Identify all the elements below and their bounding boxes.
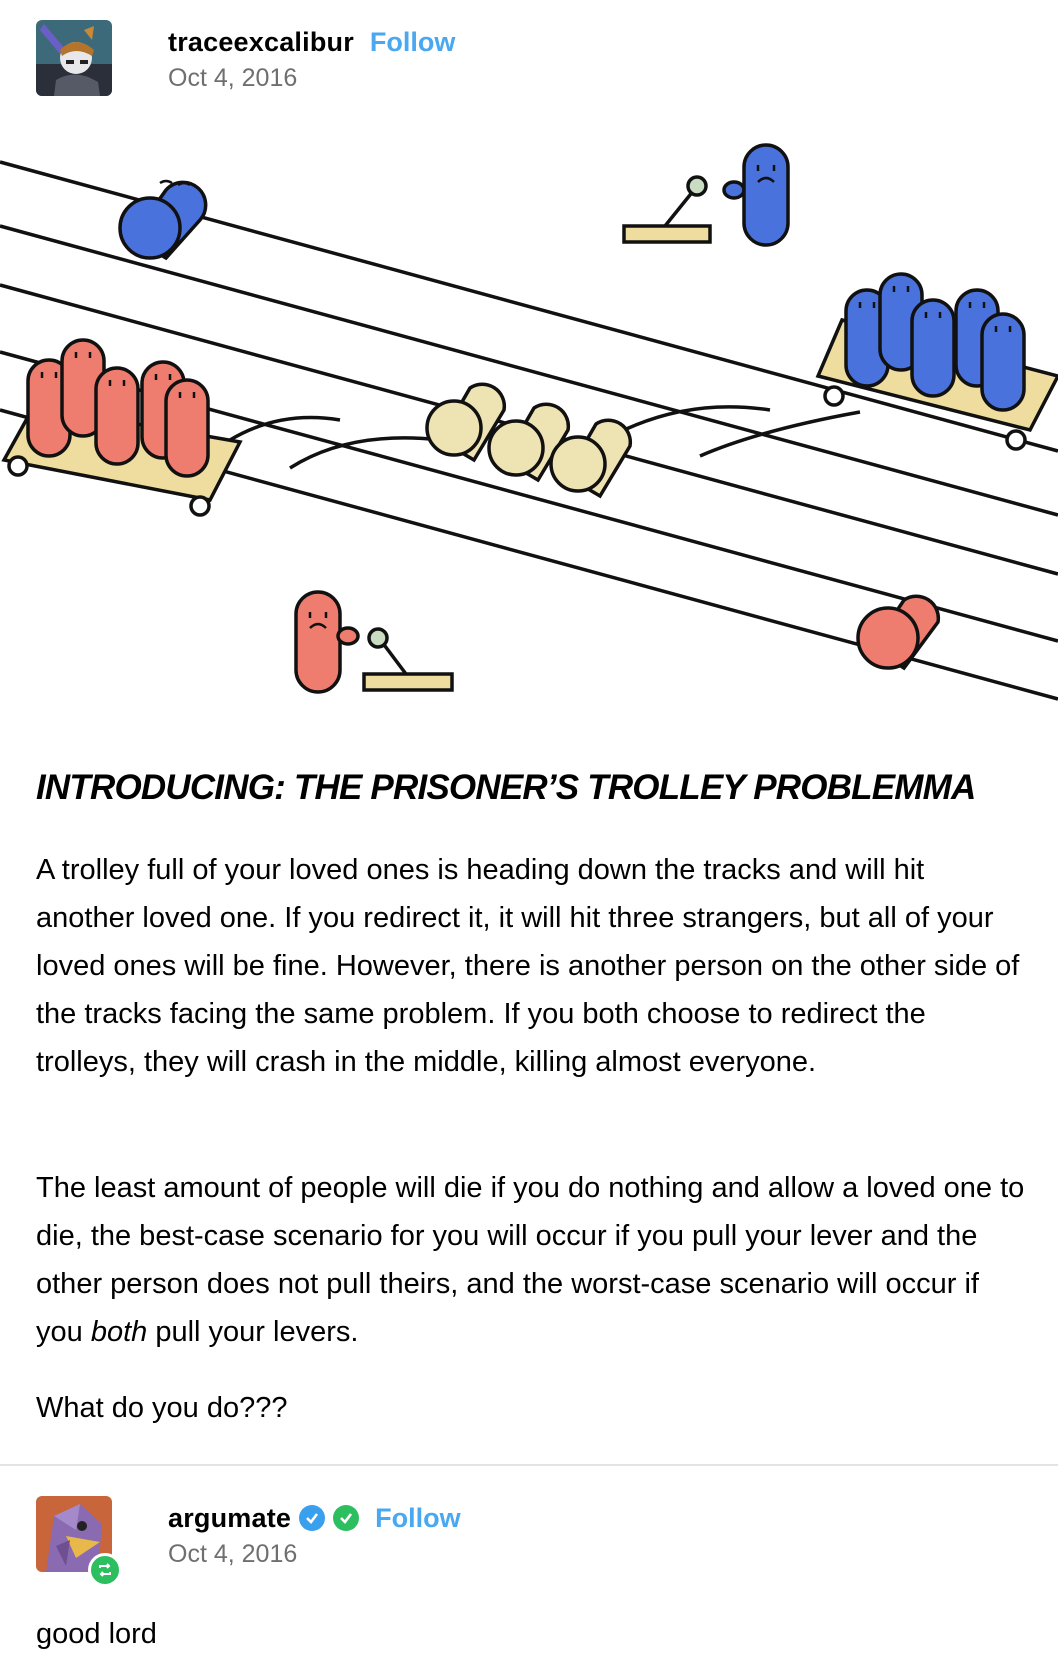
post-paragraph-2-wrap xyxy=(36,1164,1026,1356)
reblog-divider xyxy=(0,1464,1058,1466)
post-paragraph-3: What do you do??? xyxy=(36,1392,288,1424)
reblog-icon xyxy=(88,1553,122,1587)
post-paragraph-3-wrap xyxy=(36,1384,1026,1432)
red-lever xyxy=(364,629,452,690)
post-body xyxy=(36,768,1026,808)
post-paragraph-1: A trolley full of your loved ones is heading down the tracks and will hit another loved one. If you redirect it, it will hit three strangers, but all of your loved ones will be fine. However, there is another person on the other side of the tracks facing the same problem. If you both choose to redirect the trolleys, they will crash in the middle, killing almost everyone. xyxy=(36,854,1020,1078)
verified-blue-icon xyxy=(299,1505,325,1531)
blue-trolley xyxy=(818,274,1058,449)
reblog-date[interactable]: Oct 4, 2016 xyxy=(168,1540,298,1568)
blue-lever xyxy=(624,177,710,242)
post-heading: INTRODUCING: THE PRISONER’S TROLLEY PROBLEMMA xyxy=(36,768,976,807)
verified-green-icon xyxy=(333,1505,359,1531)
three-strangers xyxy=(427,384,630,496)
post-paragraph-2: The least amount of people will die if you do nothing and allow a loved one to die, the best-case scenario for you will occur if you pull your lever and the other person does not pull theirs, and the worst-case scenario will occur if you both pull your levers. xyxy=(36,1172,1025,1348)
author-avatar[interactable] xyxy=(36,20,112,96)
reblog-header xyxy=(36,1496,1026,1572)
blue-lever-operator xyxy=(724,145,788,245)
red-lever-operator xyxy=(296,592,358,692)
author-name[interactable]: traceexcalibur xyxy=(168,26,354,57)
post-date[interactable]: Oct 4, 2016 xyxy=(168,64,298,92)
reblogger-name[interactable]: argumate xyxy=(168,1502,292,1533)
post-paragraph-1-wrap xyxy=(36,846,1026,1086)
follow-button[interactable]: Follow xyxy=(369,26,456,57)
emphasis-both: both xyxy=(90,1316,148,1348)
blue-person-on-track xyxy=(120,181,206,258)
reblog-body xyxy=(36,1610,1026,1658)
trolley-problem-illustration xyxy=(0,140,1058,720)
post-header xyxy=(36,20,1026,96)
red-person-on-track xyxy=(858,596,938,668)
red-trolley xyxy=(4,340,240,515)
reblog-comment: good lord xyxy=(36,1618,157,1650)
reblogger-follow-button[interactable]: Follow xyxy=(375,1502,461,1533)
